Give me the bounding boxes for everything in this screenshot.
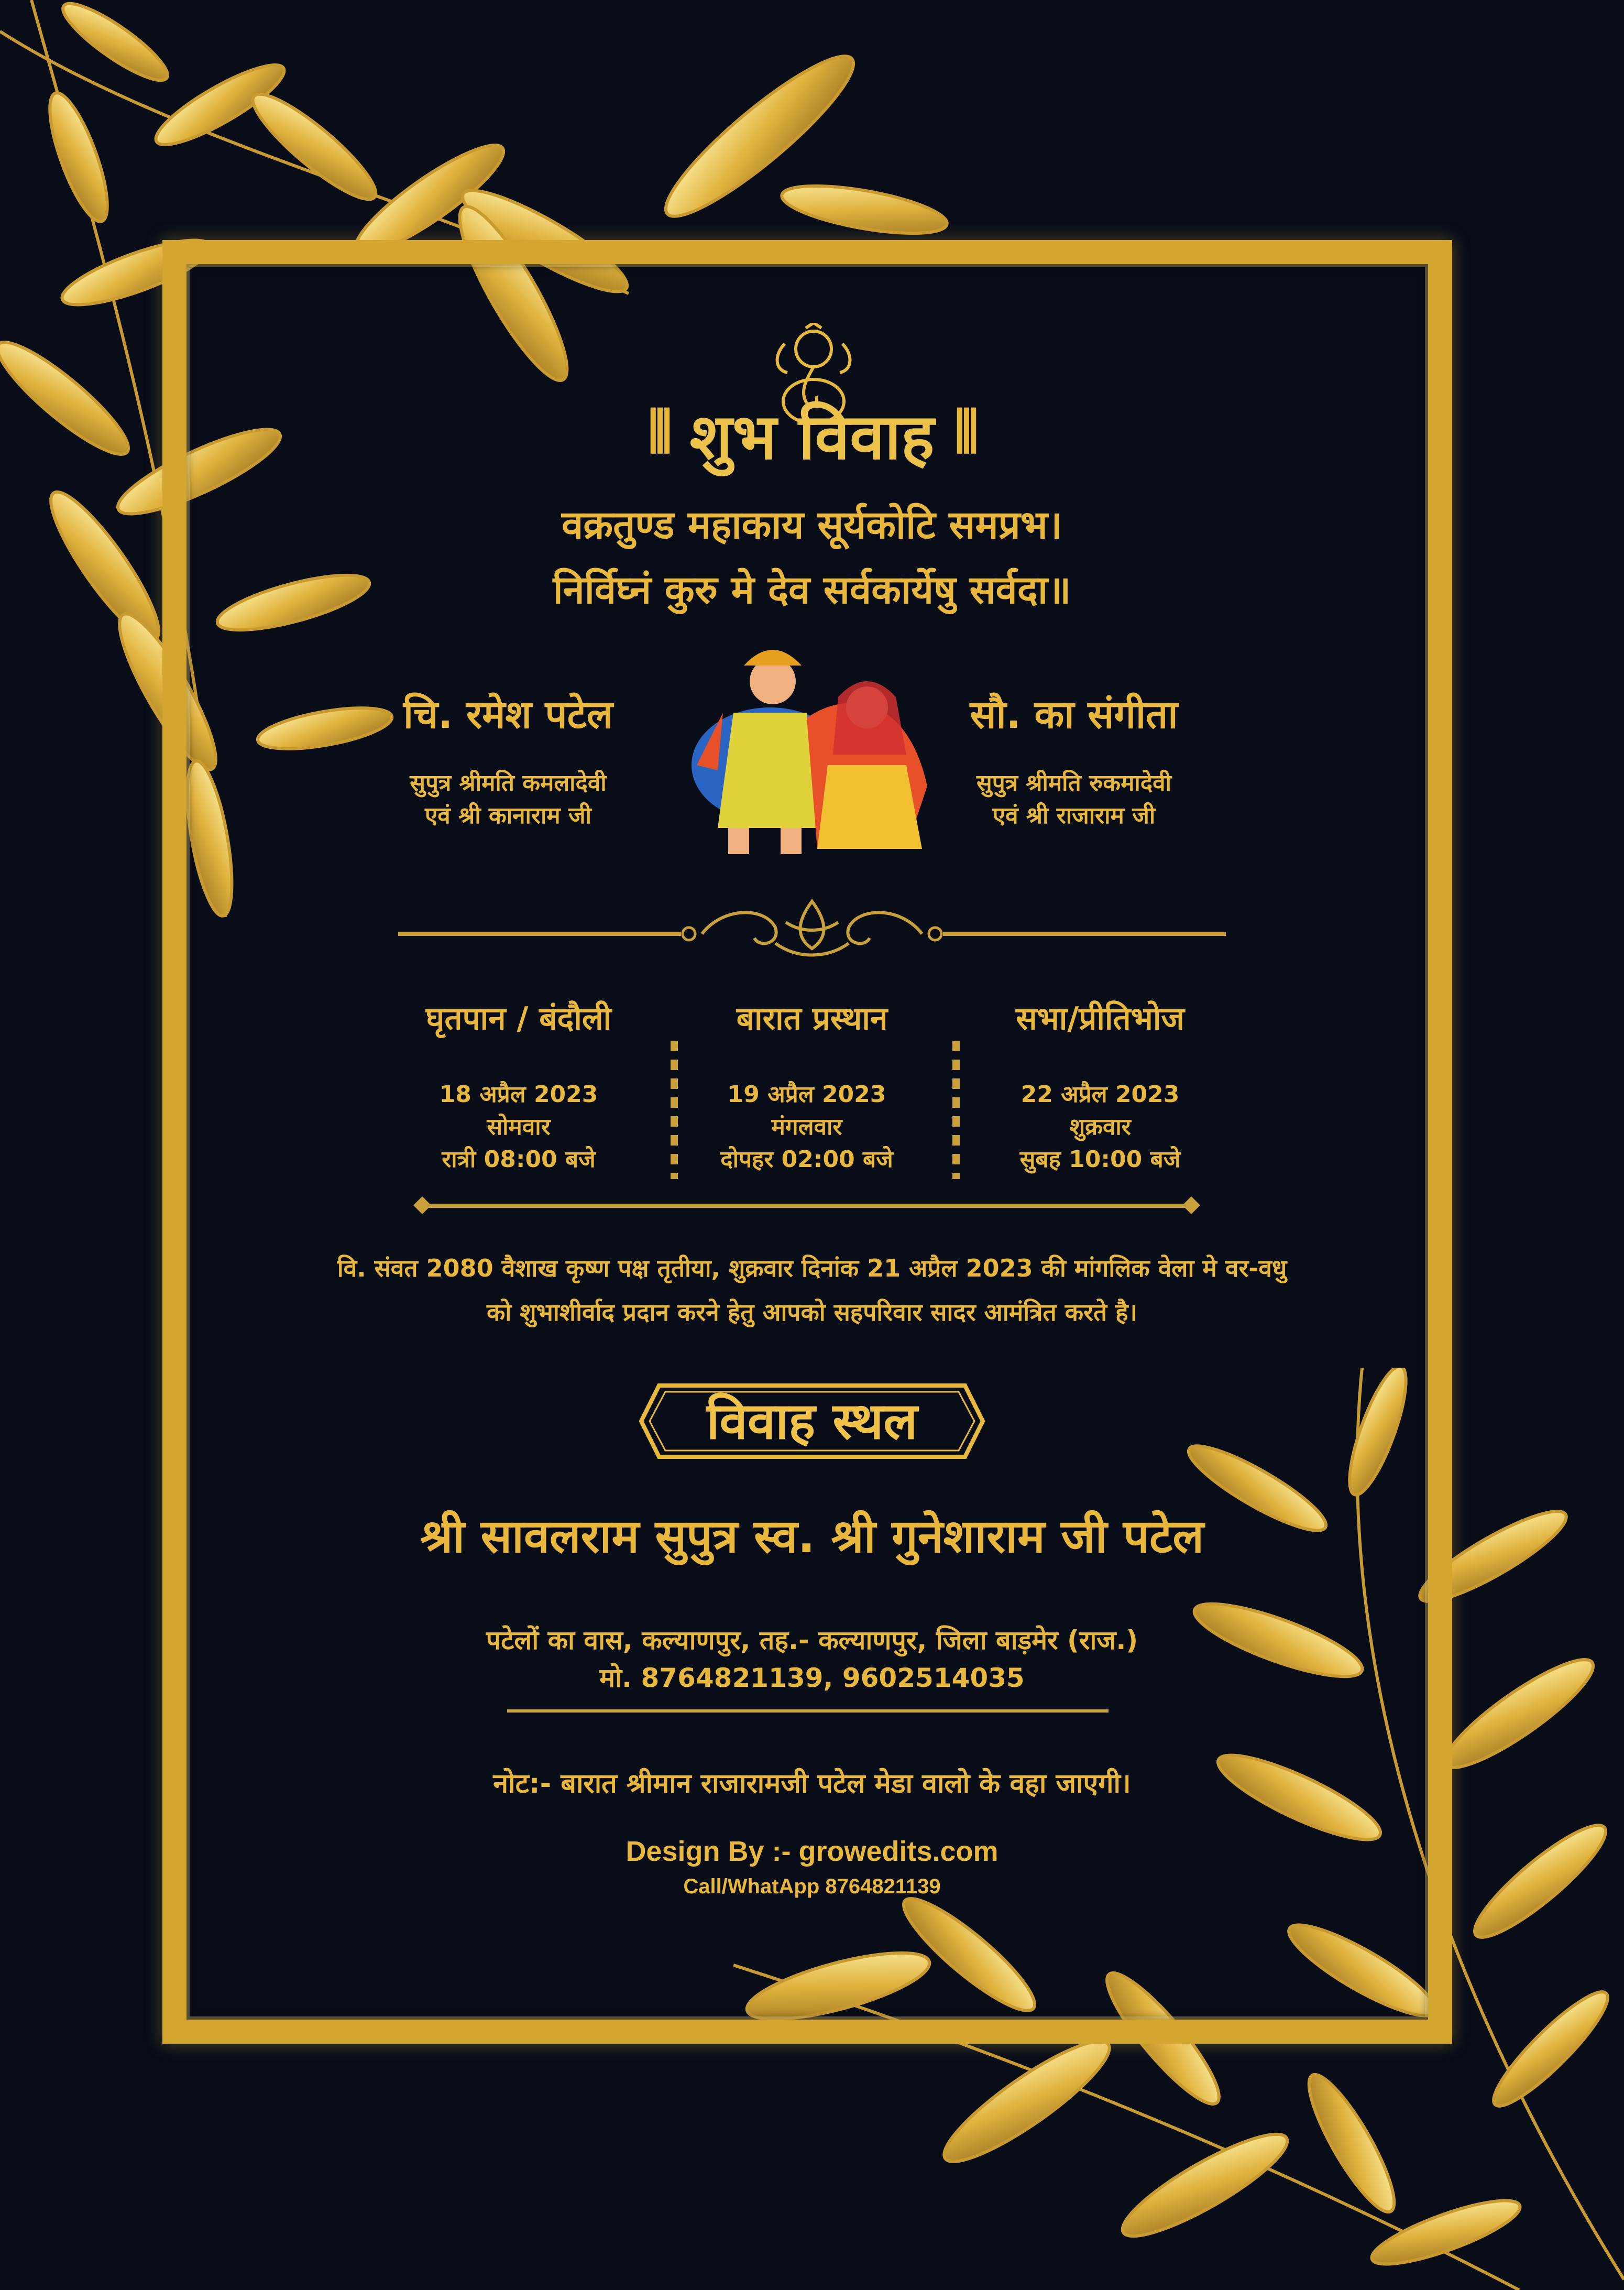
card-title: शुभ विवाह <box>689 401 935 474</box>
event-day-baraat: मंगलवार <box>771 1114 842 1140</box>
event-title-ghritpan: घृतपान / बंदौली <box>425 1000 612 1037</box>
groom-name: चि. रमेश पटेल <box>403 692 613 737</box>
invitation-line-1: वि. संवत 2080 वैशाख कृष्ण पक्ष तृतीया, शुक्रवार दिनांक 21 अप्रैल 2023 की मांगलिक वेला मे वर-वधु <box>337 1254 1287 1282</box>
bride-parents-line-2: एवं श्री राजाराम जी <box>992 802 1156 829</box>
venue-address: पटेलों का वास, कल्याणपुर, तह.- कल्याणपुर, जिला बाड़मेर (राज.) <box>486 1625 1138 1655</box>
ornament-divider <box>398 891 1226 975</box>
event-time-ghritpan: रात्री 08:00 बजे <box>442 1146 596 1173</box>
shloka-line-2: निर्विघ्नं कुरु मे देव सर्वकार्येषु सर्वदा॥ <box>553 568 1071 613</box>
event-day-ghritpan: सोमवार <box>487 1114 551 1140</box>
bride-parents-line-1: सुपुत्र श्रीमति रुकमादेवी <box>976 770 1172 797</box>
venue-divider <box>507 1709 1109 1713</box>
invitation-line-2: को शुभाशीर्वाद प्रदान करने हेतु आपको सहपरिवार सादर आमंत्रित करते है। <box>487 1298 1137 1326</box>
groom-parents-line-1: सुपुत्र श्रीमति कमलादेवी <box>410 770 607 797</box>
venue-host: श्री सावलराम सुपुत्र स्व. श्री गुनेशाराम जी पटेल <box>420 1509 1204 1563</box>
events-bottom-divider <box>419 1204 1194 1208</box>
venue-label: विवाह स्थल <box>706 1392 918 1451</box>
event-time-baraat: दोपहर 02:00 बजे <box>720 1146 893 1173</box>
bride-name: सौ. का संगीता <box>970 692 1178 737</box>
design-credit: Design By :- growedits.com <box>626 1836 998 1867</box>
note-text: नोट:- बारात श्रीमान राजारामजी पटेल मेडा वालो के वहा जाएगी। <box>493 1768 1131 1800</box>
event-date-baraat: 19 अप्रैल 2023 <box>727 1081 886 1108</box>
event-title-sabha: सभा/प्रीतिभोज <box>1016 1000 1184 1037</box>
shloka-line-1: वक्रतुण्ड महाकाय सूर्यकोटि समप्रभ। <box>562 503 1062 548</box>
event-date-sabha: 22 अप्रैल 2023 <box>1021 1081 1180 1108</box>
event-day-sabha: शुक्रवार <box>1069 1114 1131 1140</box>
event-time-sabha: सुबह 10:00 बजे <box>1019 1146 1181 1173</box>
title-ornament-left: ⦀ <box>647 398 673 465</box>
event-title-baraat: बारात प्रस्थान <box>736 1000 888 1037</box>
groom-parents-line-2: एवं श्री कानाराम जी <box>424 802 592 829</box>
title-ornament-right: ⦀ <box>953 398 980 465</box>
design-contact: Call/WhatApp 8764821139 <box>683 1875 941 1898</box>
venue-phone: मो. 8764821139, 9602514035 <box>599 1663 1025 1693</box>
event-date-ghritpan: 18 अप्रैल 2023 <box>439 1081 598 1108</box>
